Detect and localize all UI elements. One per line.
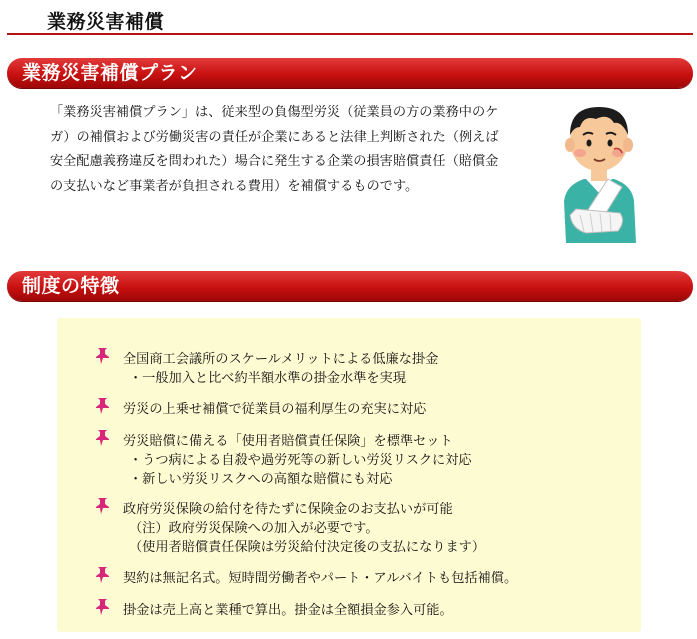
feature-subtext: ・うつ病による自殺や過労死等の新しい労災リスクに対応 [129,453,472,468]
feature-text: 労災の上乗せ補償で従業員の福利厚生の充実に対応 [123,402,427,417]
feature-text: 政府労災保険の給付を待たずに保険金のお支払いが可能 [123,502,453,517]
feature-text: 契約は無記名式。短時間労働者やパート・アルバイトも包括補償。 [123,571,518,586]
pushpin-icon [95,347,111,365]
page-title: 業務災害補償 [47,11,165,33]
pushpin-icon [95,397,111,415]
feature-text: 全国商工会議所のスケールメリットによる低廉な掛金 [123,352,439,367]
features-section-title: 制度の特徴 [22,275,120,297]
plan-description-line: ガ）の補償および労働災害の責任が企業にあると法律上判断された（例えば [50,129,499,145]
feature-subtext: ・新しい労災リスクへの高額な賠償にも対応 [129,472,393,487]
pushpin-icon [95,566,111,584]
features-panel [57,318,641,632]
title-underline [7,33,693,35]
plan-description [50,101,550,199]
feature-subtext: ・一般加入と比べ約半額水準の掛金水準を実現 [129,371,406,386]
feature-subtext: （注）政府労災保険への加入が必要です。 [129,521,379,536]
features-section-header [7,271,693,301]
injured-worker-illustration [556,97,642,243]
plan-section-title: 業務災害補償プラン [22,62,198,84]
plan-description-line: 「業務災害補償プラン」は、従来型の負傷型労災（従業員の方の業務中のケ [50,105,499,120]
feature-subtext: （使用者賠償責任保険は労災給付決定後の支払になります） [129,540,486,555]
pushpin-icon [95,497,111,515]
feature-text: 労災賠償に備える「使用者賠償責任保険」を標準セット [123,434,453,449]
pushpin-icon [95,598,111,616]
plan-description-line: 安全配慮義務違反を問われた）場合に発生する企業の損害賠償責任（賠償金 [50,154,499,169]
plan-section-header [7,58,693,88]
plan-description-line: の支払いなど事業者が負担される費用）を補償するものです。 [50,178,419,194]
pushpin-icon [95,429,111,447]
feature-text: 掛金は売上高と業種で算出。掛金は全額損金参入可能。 [123,603,453,618]
page-header [0,0,697,36]
